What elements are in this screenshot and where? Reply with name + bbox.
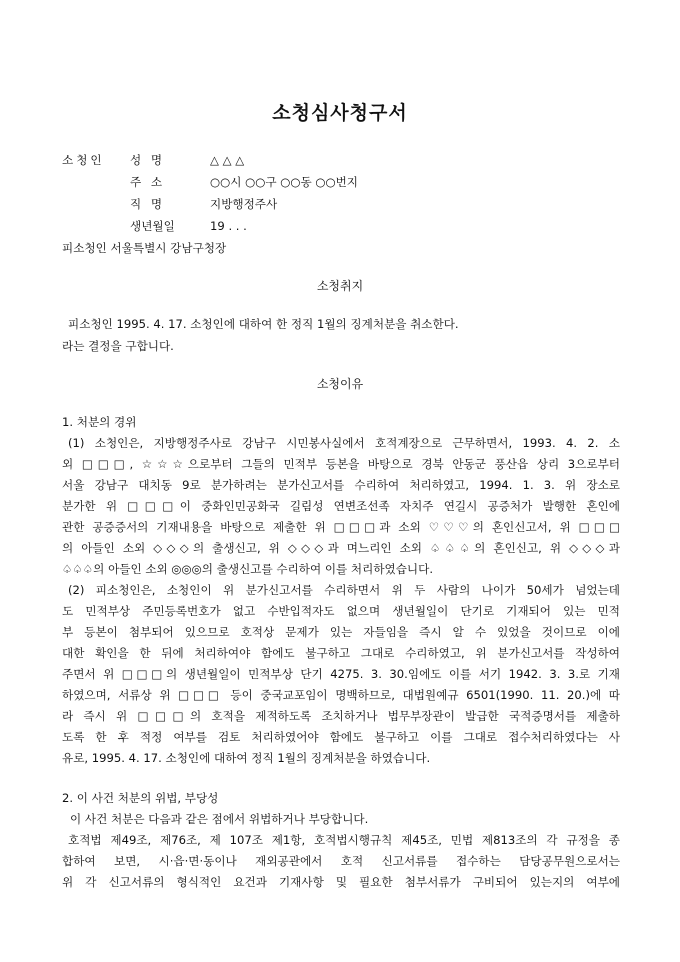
applicant-row-name — [62, 152, 244, 168]
paragraph-line: 주면서 위 □□□의 생년월일이 민적부상 단기 4275. 3. 30.임에도 이를 서기 1942. 3. 3.로 기재 — [62, 667, 620, 681]
section-title: 1. 처분의 경위 — [62, 415, 137, 429]
paragraph-line: ♤♤♤의 아들인 소외 ◎◎◎의 출생신고를 수리하여 이를 처리하였습니다. — [62, 562, 434, 576]
field-label: 주 소 — [130, 175, 166, 189]
respondent-row — [62, 240, 226, 256]
paragraph-line: 부 등본이 첨부되어 있으므로 호적상 문제가 있는 자들임을 즉시 알 수 있었을 것이므로 이에 — [62, 625, 620, 639]
paragraph-line: 의 아들인 소외 ◇◇◇의 출생신고, 위 ◇◇◇과 며느리인 소외 ♤♤♤의 혼인신고, 위 ◇◇◇과 — [62, 541, 620, 555]
applicant-row-birthdate — [62, 218, 247, 234]
field-label: 생년월일 — [130, 219, 175, 233]
paragraph-line: 하였으며, 서류상 위 □□□ 등이 중국교포임이 명백하므로, 대법원예규 6501(1990. 11. 20.)에 따 — [62, 688, 620, 702]
paragraph-line: 외 □□□, ☆☆☆으로부터 그들의 민적부 등본을 바탕으로 경북 안동군 풍산읍 상리 3으로부터 — [62, 457, 620, 471]
paragraph-line: (1) 소청인은, 지방행정주사로 강남구 시민봉사실에서 호적계장으로 근무하면서, 1993. 4. 2. 소 — [68, 436, 620, 450]
applicant-row-position — [62, 196, 277, 212]
field-value: △ △ △ — [210, 153, 245, 167]
purpose-line: 피소청인 1995. 4. 17. 소청인에 대하여 한 정직 1월의 징계처분을 취소한다. — [68, 317, 459, 331]
field-value: ○○시 ○○구 ○○동 ○○번지 — [210, 175, 358, 189]
paragraph-line: 유로, 1995. 4. 17. 소청인에 대하여 정직 1월의 징계처분을 하였습니다. — [62, 751, 431, 765]
paragraph-line: 분가한 위 □□□이 중화인민공화국 길림성 연변조선족 자치주 연길시 공증처가 발행한 혼인에 — [62, 499, 620, 513]
paragraph-line: (2) 피소청인은, 소청인이 위 분가신고서를 수리하면서 위 두 사람의 나이가 50세가 넘었는데 — [68, 583, 620, 597]
paragraph-line: 서울 강남구 대치동 9로 분가하려는 분가신고서를 수리하여 처리하였고, 1994. 1. 3. 위 장소로 — [62, 478, 620, 492]
section-heading-reasons: 소청이유 — [316, 377, 364, 391]
applicant-row-address — [62, 174, 358, 190]
field-label: 직 명 — [130, 197, 166, 211]
paragraph-line: 라 즉시 위 □□□의 호적을 제적하도록 조치하거나 법무부장관이 발급한 국적증명서를 제출하 — [62, 709, 620, 723]
paragraph-line: 위 각 신고서류의 형식적인 요건과 기재사항 및 필요한 첨부서류가 구비되어 있는지의 여부에 — [62, 875, 620, 889]
field-label: 성 명 — [130, 153, 166, 167]
paragraph-line: 합하여 보면, 시·읍·면·동이나 재외공관에서 호적 신고서류를 접수하는 담당공무원으로서는 — [62, 854, 620, 868]
field-value: 지방행정주사 — [210, 197, 278, 211]
paragraph-line: 호적법 제49조, 제76조, 제 107조 제1항, 호적법시행규칙 제45조, 민법 제813조의 각 규정을 종 — [68, 833, 620, 847]
paragraph-line: 이 사건 처분은 다음과 같은 점에서 위법하거나 부당합니다. — [70, 812, 369, 826]
section-title: 2. 이 사건 처분의 위법, 부당성 — [62, 791, 219, 805]
paragraph-line: 관한 공증증서의 기재내용을 바탕으로 제출한 위 □□□과 소외 ♡♡♡의 혼인신고서, 위 □□□ — [62, 520, 620, 534]
paragraph-line: 도 민적부상 주민등록번호가 없고 수반입적자도 없으며 생년월일이 단기로 기재되어 있는 민적 — [62, 604, 620, 618]
paragraph-line: 도록 한 후 적정 여부를 검토 처리하였어야 함에도 불구하고 이를 그대로 접수처리하였다는 사 — [62, 730, 620, 744]
applicant-role-label: 소청인 — [62, 153, 105, 167]
respondent-value: 서울특별시 강남구청장 — [110, 241, 227, 255]
purpose-line: 라는 결정을 구합니다. — [62, 339, 174, 353]
respondent-role-label: 피소청인 — [62, 241, 107, 255]
field-value: 19 . . . — [210, 219, 247, 233]
section-heading-purpose: 소청취지 — [316, 279, 364, 293]
paragraph-line: 대한 확인을 한 뒤에 처리하여야 함에도 불구하고 그대로 수리하였고, 위 분가신고서를 작성하여 — [62, 646, 620, 660]
document-title: 소청심사청구서 — [272, 102, 408, 124]
